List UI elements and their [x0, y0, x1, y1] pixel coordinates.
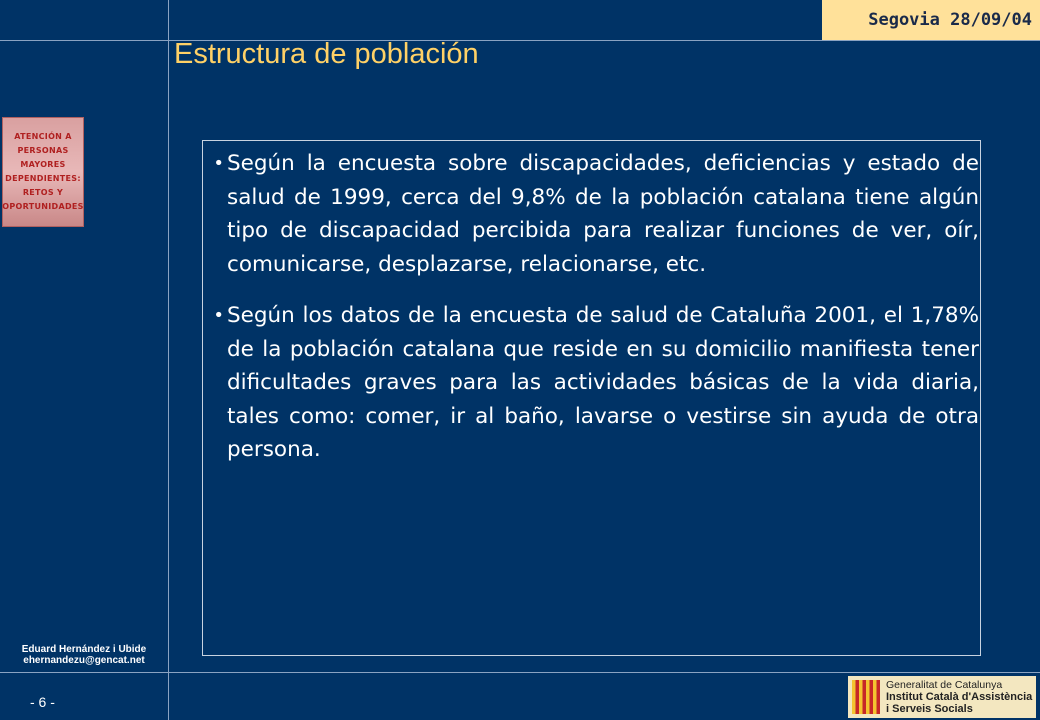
footer-divider [0, 672, 1040, 673]
header-divider [0, 40, 1040, 41]
page-number: - 6 - [30, 694, 55, 710]
bullet-text: Según los datos de la encuesta de salud de Cataluña 2001, el 1,78% de la población catalana que reside en su domicilio manifiesta tener dificultades graves para las actividades básicas de la vida diaria, tales como: comer, ir al baño, lavarse o vestirse sin ayuda de otra persona. [227, 303, 979, 462]
content-box [202, 140, 981, 656]
author-name: Eduard Hernández i Ubide [21, 644, 147, 655]
bullet-text: Según la encuesta sobre discapacidades, deficiencias y estado de salud de 1999, cerca del 9,8% de la población catalana tiene algún tipo de discapacidad percibida para realizar funciones de ver, oír, comunicarse, desplazarse, relacionarse, etc. [227, 151, 979, 277]
bullet-item [203, 299, 980, 467]
institution-logo [848, 676, 1036, 718]
logo-line: ATENCIÓN A [14, 132, 72, 141]
logo-line: RETOS Y [22, 188, 64, 197]
logo-line: MAYORES [20, 160, 66, 169]
logo-line: OPORTUNIDADES [2, 202, 84, 211]
logo-line: PERSONAS [17, 146, 69, 155]
institution-line: i Serveis Socials [886, 703, 973, 715]
institution-name [886, 679, 1032, 715]
date-badge: Segovia 28/09/04 [822, 0, 1040, 40]
bullet-icon: • [213, 153, 224, 174]
bullet-icon: • [213, 305, 224, 326]
vertical-divider [168, 0, 169, 720]
bullet-item [203, 147, 980, 281]
slide-title: Estructura de población [174, 38, 479, 70]
institution-line: Generalitat de Catalunya [886, 679, 1003, 691]
author-info [0, 644, 168, 666]
author-email: ehernandezu@gencat.net [23, 655, 145, 666]
institution-line: Institut Català d'Assistència [886, 691, 1033, 703]
logo-line: DEPENDIENTES: [5, 174, 81, 183]
conference-logo [2, 117, 84, 227]
senyera-flag-icon [852, 680, 880, 714]
